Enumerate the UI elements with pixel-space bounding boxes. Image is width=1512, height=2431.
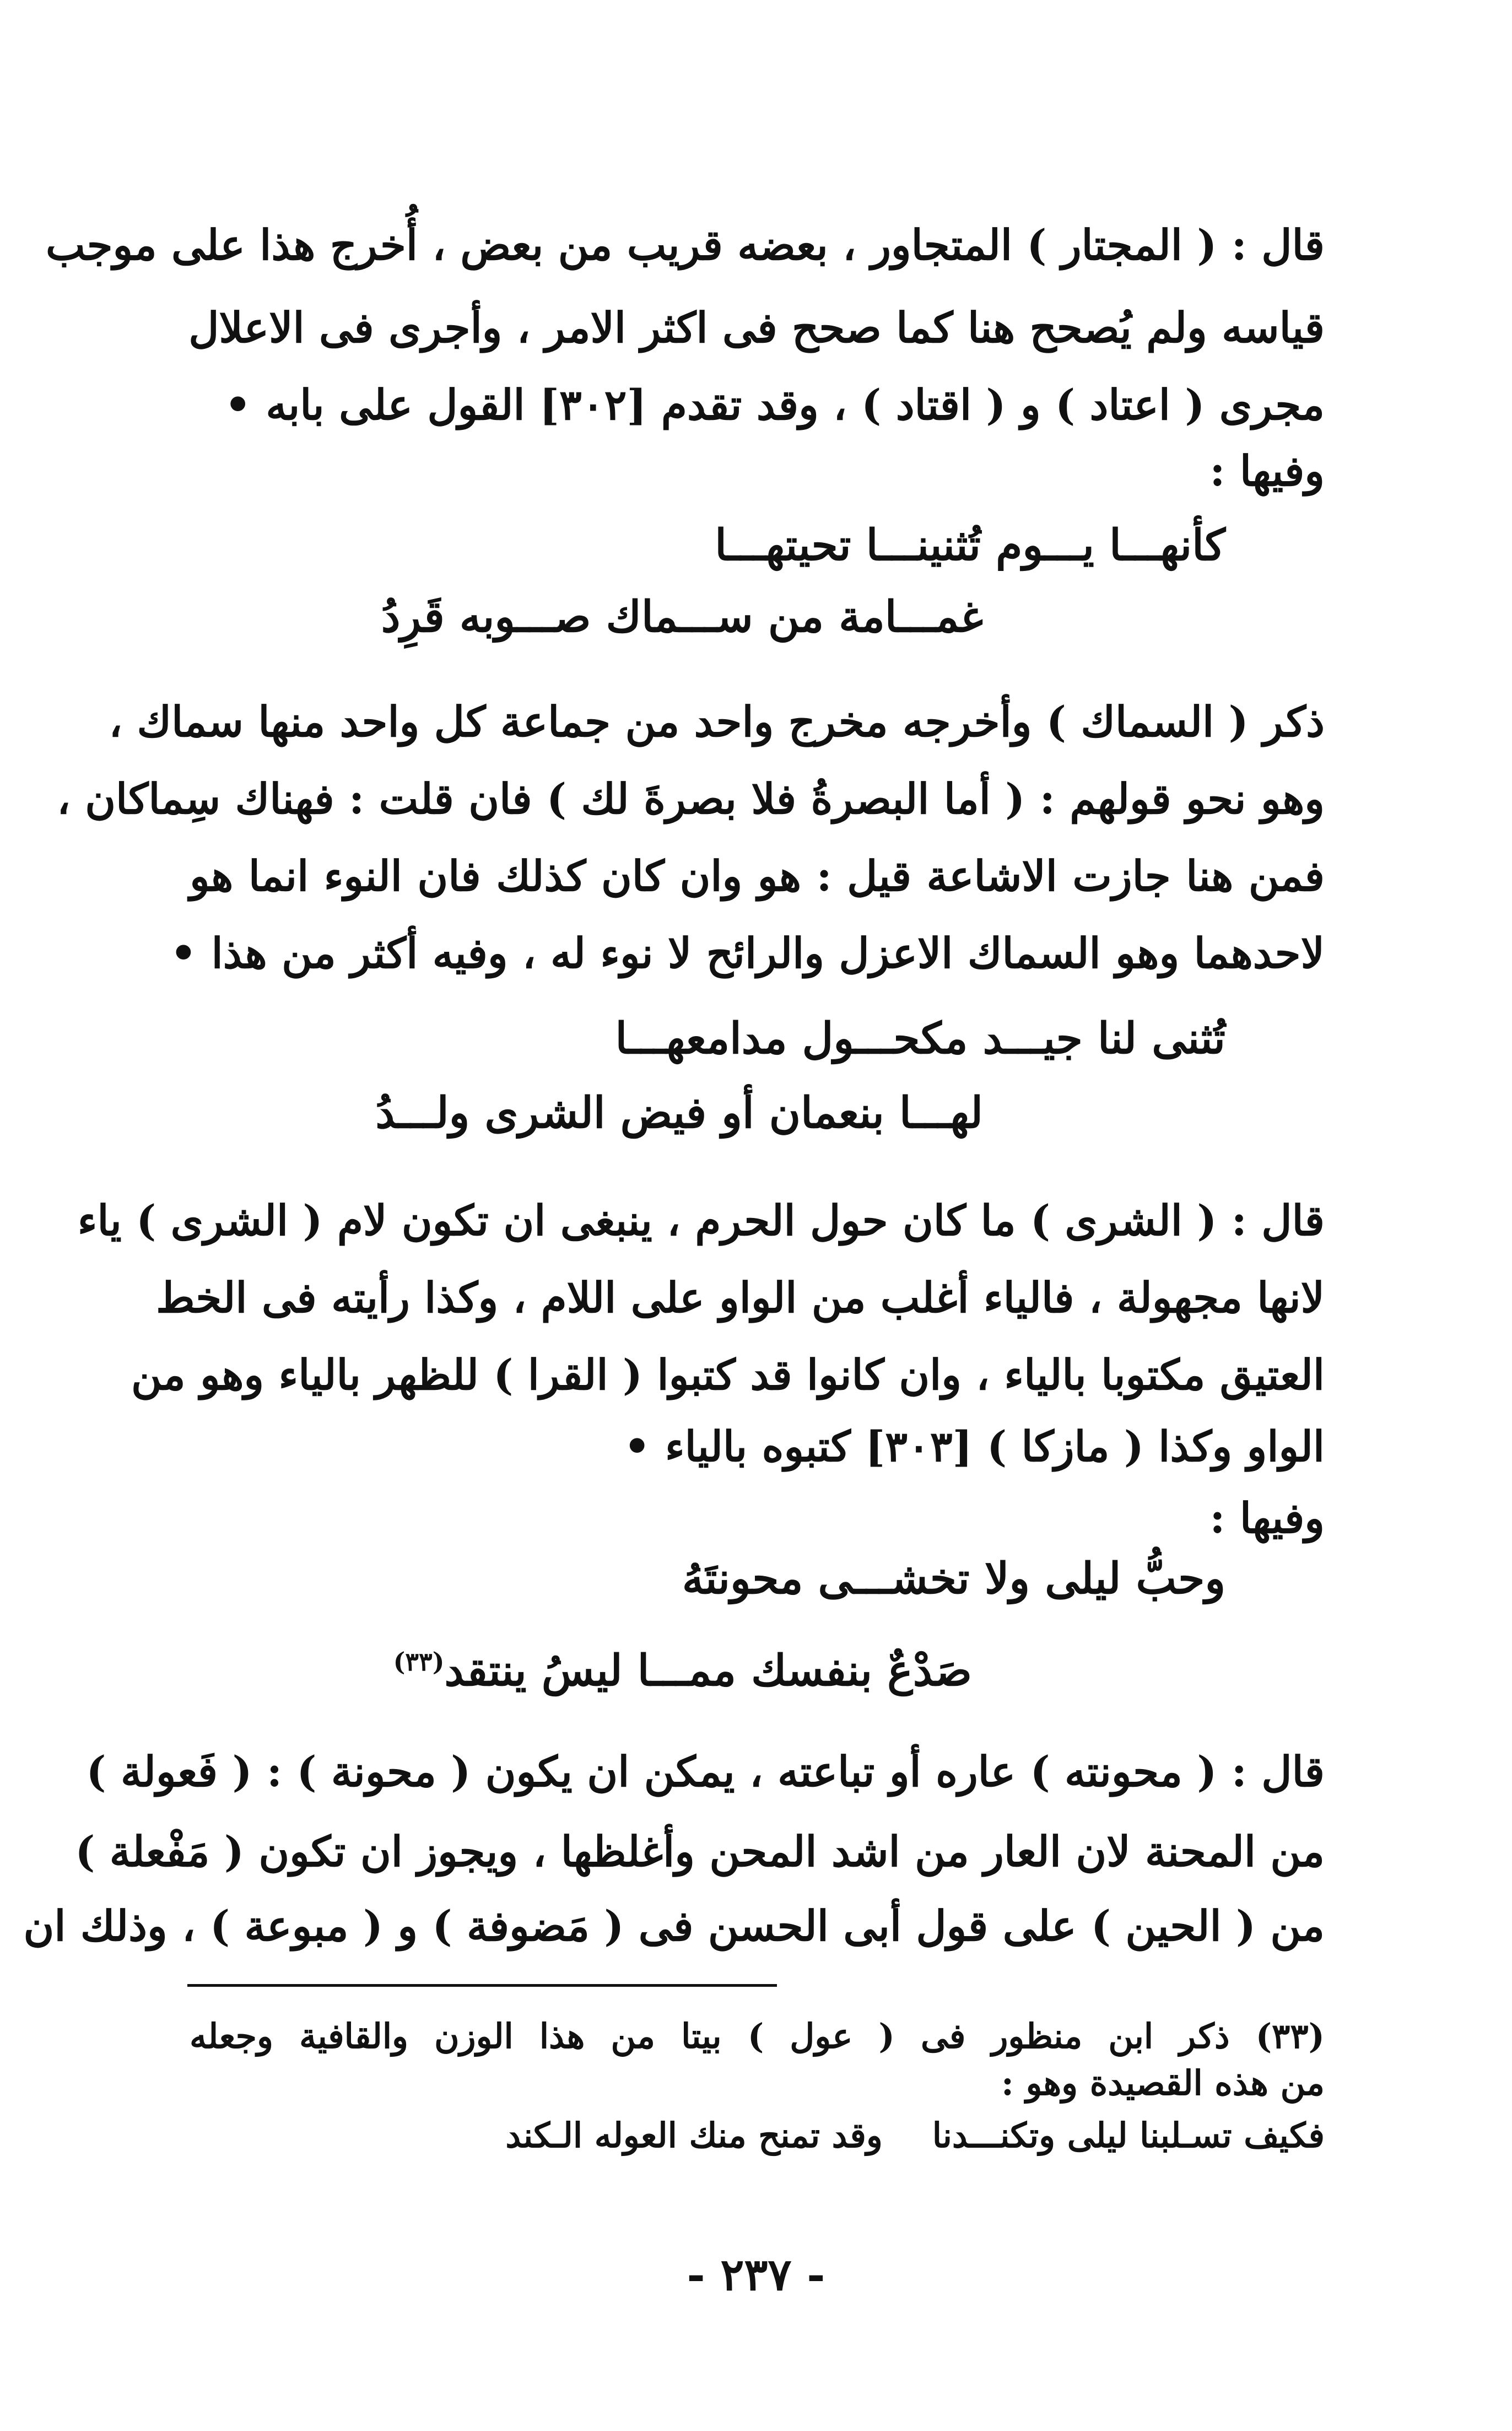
footnote-line-2: من هذه القصيدة وهو :: [1001, 2063, 1325, 2103]
footnote-line-1: (٣٣) ذكر ابن منظور فى ( عول ) بيتا من هذا الوزن والقافية وجعله: [190, 2016, 1325, 2056]
footnote-separator: [187, 1984, 777, 1987]
text-line-6: وهو نحو قولهم : ( أما البصرةُ فلا بصرةَ لك ) فان قلت : فهناك سِماكان ،: [57, 774, 1325, 823]
verse-1-second-hemistich: غمـــامة من ســـماك صـــوبه قَرِدُ: [381, 592, 983, 642]
text-line-15: من المحنة لان العار من اشد المحن وأغلظها ، ويجوز ان تكون ( مَفْعلة ): [75, 1827, 1325, 1876]
text-line-14: قال : ( محونته ) عاره أو تباعته ، يمكن ان يكون ( محونة ) : ( فَعولة ): [86, 1747, 1325, 1796]
verse-3-first-hemistich: وحبُّ ليلى ولا تخشـــى محونتَهُ: [682, 1554, 1225, 1604]
text-line-4: وفيها :: [1209, 446, 1325, 495]
text-line-7: فمن هنا جازت الاشاعة قيل : هو وان كان كذلك فان النوء انما هو: [190, 851, 1325, 901]
verse-2-first-hemistich: تُثنى لنا جيـــد مكحـــول مدامعهـــا: [615, 1014, 1225, 1064]
text-line-13: وفيها :: [1209, 1494, 1325, 1543]
footnote-verse-first: فكيف تسـلبنا ليلى وتكنـــدنا: [932, 2115, 1325, 2155]
footnote-verse: [190, 2111, 1325, 2160]
text-line-12: الواو وكذا ( مازكا ) [٣٠٣] كتبوه بالياء •: [623, 1422, 1325, 1471]
text-line-2: قياسه ولم يُصحح هنا كما صحح فى اكثر الامر ، وأجرى فى الاعلال: [188, 303, 1325, 352]
text-line-5: ذكر ( السماك ) وأخرجه مخرج واحد من جماعة كل واحد منها سماك ،: [109, 697, 1325, 746]
verse-2-second-hemistich: لهـــا بنعمان أو فيض الشرى ولـــدُ: [375, 1088, 983, 1138]
verse-3-second-text: صَدْعٌ بنفسك ممـــا ليسُ ينتقد: [444, 1646, 972, 1696]
text-line-8: لاحدهما وهو السماك الاعزل والرائح لا نوء له ، وفيه أكثر من هذا •: [170, 929, 1325, 978]
page-number: - ٢٣٧ -: [687, 2249, 825, 2300]
verse-1-first-hemistich: كأنهـــا يـــوم تُثنينـــا تحيتهـــا: [715, 520, 1225, 570]
text-line-10: لانها مجهولة ، فالياء أغلب من الواو على اللام ، وكذا رأيته فى الخط: [156, 1273, 1325, 1322]
footnote-marker: (٣٣): [393, 1647, 445, 1677]
text-line-3: مجرى ( اعتاد ) و ( اقتاد ) ، وقد تقدم [٣٠٢] القول على بابه •: [224, 380, 1325, 429]
text-line-9: قال : ( الشرى ) ما كان حول الحرم ، ينبغى ان تكون لام ( الشرى ) ياء: [77, 1196, 1325, 1245]
footnote-verse-second: وقد تمنح منك العوله الـكند: [505, 2115, 883, 2155]
verse-3-second-hemistich: [393, 1626, 972, 1707]
text-line-1: قال : ( المجتار ) المتجاور ، بعضه قريب من بعض ، أُخرج هذا على موجب: [45, 220, 1325, 269]
text-line-11: العتيق مكتوبا بالياء ، وان كانوا قد كتبوا ( القرا ) للظهر بالياء وهو من: [131, 1350, 1325, 1399]
text-line-16: من ( الحين ) على قول أبى الحسن فى ( مَضوفة ) و ( مبوعة ) ، وذلك ان: [23, 1901, 1325, 1950]
